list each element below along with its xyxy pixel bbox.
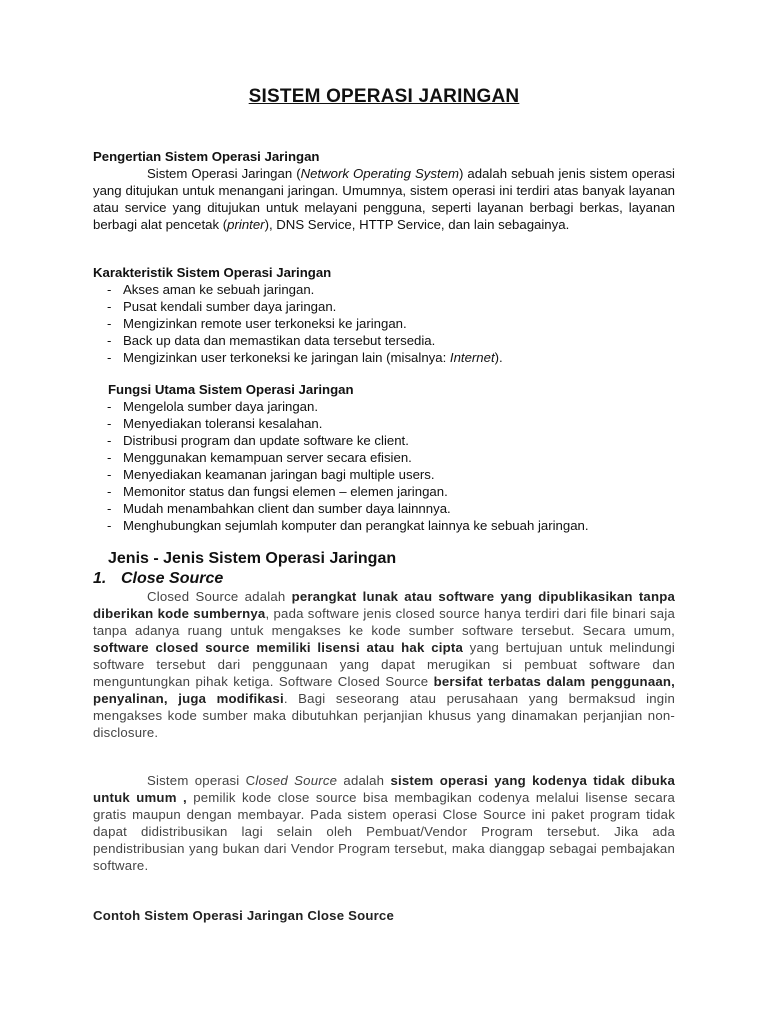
list-item-em: Internet [449, 350, 495, 365]
list-item: - Menggunakan kemampuan server secara efisien. [93, 449, 675, 466]
paragraph-text: yang bertujuan untuk melindungi software tersebut dari penggunaan yang dapat merugikan si pembuat software dan menguntungkan pihak ketiga. Software Closed Source [93, 640, 675, 689]
contoh-heading-text: Contoh Sistem Operasi Jaringan Close Source [93, 908, 394, 923]
section-karakteristik [93, 264, 675, 366]
list-item: - Mudah menambahkan client dan sumber daya lainnnya. [93, 500, 675, 517]
close-source-heading [93, 569, 675, 589]
contoh-heading [93, 907, 675, 924]
pengertian-em-1: Network Operating System [300, 166, 459, 181]
paragraph-text: . Bagi seseorang atau perusahaan yang bermaksud ingin mengakses kode sumber maka dibutuhkan perjanjian khusus yang dinamakan perjanjian non-disclosure. [93, 691, 675, 740]
paragraph-text: , pada software jenis closed source hanya terdiri dari file binari saja tanpa adanya ruang untuk mengakses ke kode sumber software tersebut. Secara umum, [93, 606, 675, 638]
list-item: - Menyediakan toleransi kesalahan. [93, 415, 675, 432]
paragraph-text: adalah [337, 773, 391, 788]
jenis-heading: Jenis - Jenis Sistem Operasi Jaringan [108, 550, 397, 567]
pengertian-heading: Pengertian Sistem Operasi Jaringan [93, 149, 320, 164]
pengertian-paragraph [93, 165, 675, 233]
list-item: - Distribusi program dan update software ke client. [93, 432, 675, 449]
document-title: SISTEM OPERASI JARINGAN [248, 86, 520, 107]
paragraph-text: pemilik kode close source bisa membagikan codenya melalui lisense secara gratis maupun dengan membayar. Pada sistem operasi Close Source ini paket program tidak dapat didistribusikan lagi selain oleh Pembuat/Vendor Program tersebut. Jika ada pendistribusian yang bukan dari Vendor Program tersebut, maka dianggap sebagai pembajakan software. [93, 790, 675, 873]
paragraph-bold: perangkat lunak atau software yang dipublikasikan tanpa diberikan kode sumbernya [93, 589, 675, 621]
paragraph-bold: bersifat terbatas dalam penggunaan, penyalinan, juga modifikasi [93, 674, 676, 706]
list-item: - Back up data dan memastikan data tersebut tersedia. [93, 332, 675, 349]
close-source-paragraph-2 [93, 772, 675, 874]
fungsi-heading: Fungsi Utama Sistem Operasi Jaringan [108, 382, 354, 397]
pengertian-em-2: printer [227, 217, 265, 232]
close-source-title: Close Source [121, 570, 224, 587]
paragraph-bold: sistem operasi yang kodenya tidak dibuka untuk umum , [93, 773, 675, 805]
close-source-number: 1. [93, 570, 107, 587]
list-item: - Mengelola sumber daya jaringan. [93, 398, 675, 415]
section-jenis [93, 549, 675, 589]
section-fungsi [93, 381, 675, 534]
list-item: - Pusat kendali sumber daya jaringan. [93, 298, 675, 315]
list-item-text: ). [494, 350, 503, 365]
karakteristik-list [93, 281, 675, 366]
pengertian-text-3: ), DNS Service, HTTP Service, dan lain sebagainya. [264, 217, 570, 232]
section-pengertian [93, 148, 675, 233]
close-source-paragraph-1 [93, 588, 675, 741]
list-item: - Mengizinkan remote user terkoneksi ke jaringan. [93, 315, 675, 332]
list-item: - Menyediakan keamanan jaringan bagi multiple users. [93, 466, 675, 483]
pengertian-text-1: Sistem Operasi Jaringan ( [147, 166, 301, 181]
karakteristik-heading: Karakteristik Sistem Operasi Jaringan [93, 265, 332, 280]
list-item [93, 349, 675, 366]
list-item: - Akses aman ke sebuah jaringan. [93, 281, 675, 298]
list-item: - Memonitor status dan fungsi elemen – elemen jaringan. [93, 483, 675, 500]
fungsi-list [93, 398, 675, 534]
paragraph-text: Sistem operasi C [147, 773, 256, 788]
pengertian-text-2: ) adalah sebuah jenis sistem operasi yang ditujukan untuk menangani jaringan. Umumnya, sistem operasi ini terdiri atas banyak layanan atau service yang ditujukan untuk melayani pengguna, seperti layanan berbagi berkas, layanan berbagi alat pencetak ( [93, 166, 675, 232]
list-item-text: Mengizinkan user terkoneksi ke jaringan lain (misalnya: [123, 350, 450, 365]
list-item: - Menghubungkan sejumlah komputer dan perangkat lainnya ke sebuah jaringan. [93, 517, 675, 534]
paragraph-bold: software closed source memiliki lisensi atau hak cipta [93, 640, 463, 655]
paragraph-text: Closed Source adalah [147, 589, 292, 604]
paragraph-em: losed Source [255, 773, 338, 788]
